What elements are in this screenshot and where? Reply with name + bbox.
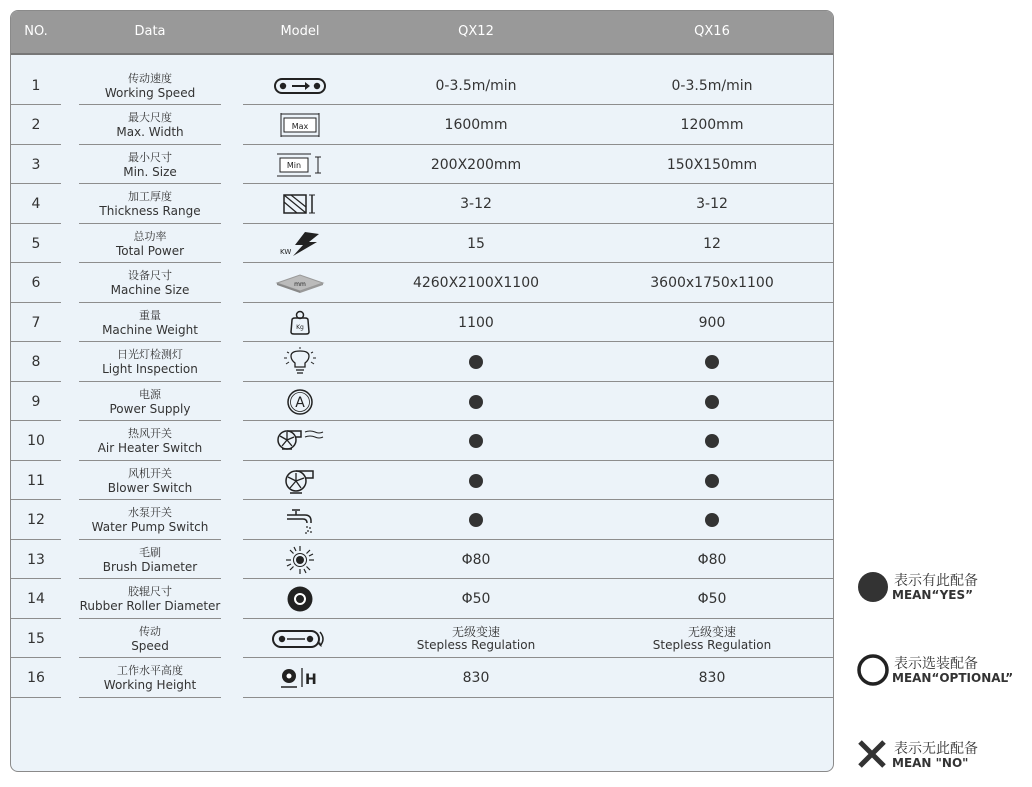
row-number: 1 bbox=[11, 67, 61, 105]
light-bulb-icon bbox=[243, 344, 357, 382]
svg-text:mm: mm bbox=[294, 281, 306, 288]
svg-text:KW: KW bbox=[280, 247, 292, 256]
value-en: Stepless Regulation bbox=[652, 637, 772, 652]
qx16-value bbox=[589, 620, 834, 658]
row-number: 14 bbox=[11, 581, 61, 619]
table-row bbox=[11, 304, 833, 343]
data-label bbox=[79, 660, 221, 698]
data-label-en: Machine Weight bbox=[102, 322, 198, 337]
qx12-value: 0-3.5m/min bbox=[353, 67, 599, 105]
table-row bbox=[11, 660, 833, 699]
table-row bbox=[11, 581, 833, 620]
data-label bbox=[79, 67, 221, 105]
qx16-value: Φ80 bbox=[589, 541, 834, 579]
max-width-icon bbox=[243, 107, 357, 145]
row-number: 5 bbox=[11, 225, 61, 263]
spec-table bbox=[10, 10, 834, 772]
yes-dot-icon bbox=[469, 434, 483, 448]
data-label-zh: 传动速度 bbox=[128, 71, 172, 85]
table-row bbox=[11, 344, 833, 383]
data-label bbox=[79, 186, 221, 224]
cross-icon bbox=[856, 738, 888, 774]
header-data: Data bbox=[134, 24, 166, 39]
qx16-value bbox=[589, 423, 834, 461]
legend-zh: 表示无此配备 bbox=[894, 741, 978, 757]
header-qx12: QX12 bbox=[458, 24, 494, 39]
table-row bbox=[11, 502, 833, 541]
legend-en: MEAN“OPTIONAL” bbox=[892, 671, 1014, 685]
weight-icon bbox=[243, 304, 357, 342]
row-number: 6 bbox=[11, 265, 61, 303]
data-label-zh: 最小尺寸 bbox=[128, 150, 172, 164]
data-label-zh: 胶辊尺寸 bbox=[128, 585, 172, 598]
qx16-value bbox=[589, 344, 834, 382]
yes-dot-icon bbox=[469, 395, 483, 409]
data-label-zh: 工作水平高度 bbox=[117, 664, 183, 677]
data-label-zh: 最大尺度 bbox=[128, 111, 172, 124]
table-row bbox=[11, 67, 833, 106]
data-label-zh: 总功率 bbox=[133, 229, 167, 243]
filled-circle-icon bbox=[856, 570, 890, 608]
data-label-en: Min. Size bbox=[123, 164, 177, 179]
data-label-zh: 加工厚度 bbox=[128, 190, 172, 203]
row-number: 3 bbox=[11, 146, 61, 184]
table-row bbox=[11, 146, 833, 185]
qx12-value bbox=[353, 620, 599, 658]
table-row bbox=[11, 186, 833, 225]
qx12-value bbox=[353, 383, 599, 421]
data-label-en: Machine Size bbox=[110, 283, 190, 297]
header-qx16: QX16 bbox=[694, 24, 730, 39]
conveyor-speed-icon bbox=[243, 67, 357, 105]
svg-text:Max: Max bbox=[291, 122, 309, 131]
data-label bbox=[79, 541, 221, 579]
data-label-zh: 热风开关 bbox=[128, 427, 172, 440]
data-label bbox=[79, 225, 221, 263]
header-model: Model bbox=[280, 24, 320, 39]
data-label-en: Rubber Roller Diameter bbox=[79, 599, 221, 613]
yes-dot-icon bbox=[705, 355, 719, 369]
min-size-icon bbox=[243, 146, 357, 184]
value-zh: 无级变速 bbox=[687, 624, 736, 639]
qx16-value: 900 bbox=[589, 304, 834, 342]
table-row bbox=[11, 225, 833, 264]
data-label-zh: 设备尺寸 bbox=[128, 269, 172, 282]
svg-text:A: A bbox=[295, 394, 305, 411]
row-number: 15 bbox=[11, 620, 61, 658]
row-number: 9 bbox=[11, 383, 61, 421]
table-row bbox=[11, 423, 833, 462]
table-row bbox=[11, 383, 833, 422]
data-label-en: Brush Diameter bbox=[102, 559, 198, 574]
table-row bbox=[11, 541, 833, 580]
data-label bbox=[79, 423, 221, 461]
qx16-value: 1200mm bbox=[589, 107, 834, 145]
svg-text:H: H bbox=[305, 672, 317, 688]
header-no: NO. bbox=[24, 24, 48, 39]
table-row bbox=[11, 265, 833, 304]
yes-dot-icon bbox=[469, 355, 483, 369]
qx12-value: 15 bbox=[353, 225, 599, 263]
row-number: 7 bbox=[11, 304, 61, 342]
row-number: 4 bbox=[11, 186, 61, 224]
blower-icon bbox=[243, 462, 357, 500]
qx16-value bbox=[589, 462, 834, 500]
table-row bbox=[11, 107, 833, 146]
ampere-icon bbox=[243, 383, 357, 421]
qx12-value: 3-12 bbox=[353, 186, 599, 224]
qx16-value: 830 bbox=[589, 660, 834, 698]
qx12-value: 200X200mm bbox=[353, 146, 599, 184]
data-label bbox=[79, 581, 221, 619]
legend-zh: 表示选装配备 bbox=[894, 656, 978, 672]
qx12-value: Φ50 bbox=[353, 581, 599, 619]
belt-drive-icon bbox=[243, 620, 357, 658]
yes-dot-icon bbox=[705, 513, 719, 527]
legend-en: MEAN“YES” bbox=[892, 588, 973, 602]
qx16-value: 150X150mm bbox=[589, 146, 834, 184]
qx12-value: Φ80 bbox=[353, 541, 599, 579]
qx12-value: 4260X2100X1100 bbox=[353, 265, 599, 303]
air-heater-icon bbox=[243, 423, 357, 461]
svg-text:Min: Min bbox=[286, 160, 302, 170]
qx12-value: 830 bbox=[353, 660, 599, 698]
qx16-value: 3600x1750x1100 bbox=[589, 265, 834, 303]
data-label-en: Speed bbox=[131, 638, 169, 653]
row-number: 11 bbox=[11, 462, 61, 500]
data-label bbox=[79, 304, 221, 342]
data-label-en: Total Power bbox=[115, 243, 185, 258]
data-label-zh: 水泵开关 bbox=[128, 506, 172, 519]
data-label-en: Working Height bbox=[103, 678, 197, 692]
water-tap-icon bbox=[243, 502, 357, 540]
data-label bbox=[79, 265, 221, 303]
data-label-en: Max. Width bbox=[116, 125, 184, 139]
data-label-en: Water Pump Switch bbox=[91, 520, 209, 534]
value-en: Stepless Regulation bbox=[416, 637, 536, 652]
data-label-zh: 电源 bbox=[139, 387, 161, 401]
yes-dot-icon bbox=[705, 395, 719, 409]
data-label-zh: 毛刷 bbox=[139, 545, 161, 559]
row-number: 8 bbox=[11, 344, 61, 382]
qx16-value: 0-3.5m/min bbox=[589, 67, 834, 105]
row-number: 13 bbox=[11, 541, 61, 579]
qx16-value: 3-12 bbox=[589, 186, 834, 224]
data-label bbox=[79, 462, 221, 500]
brush-icon bbox=[243, 541, 357, 579]
qx16-value bbox=[589, 383, 834, 421]
data-label bbox=[79, 383, 221, 421]
qx12-value bbox=[353, 344, 599, 382]
legend-zh: 表示有此配备 bbox=[894, 573, 978, 589]
row-number: 2 bbox=[11, 107, 61, 145]
qx12-value: 1600mm bbox=[353, 107, 599, 145]
row-number: 12 bbox=[11, 502, 61, 540]
qx12-value bbox=[353, 462, 599, 500]
table-header bbox=[11, 11, 833, 55]
data-label-en: Light Inspection bbox=[102, 362, 198, 376]
qx12-value: 1100 bbox=[353, 304, 599, 342]
power-bolt-icon bbox=[243, 225, 357, 263]
table-row bbox=[11, 462, 833, 501]
qx16-value bbox=[589, 502, 834, 540]
row-number: 16 bbox=[11, 660, 61, 698]
data-label-en: Thickness Range bbox=[99, 204, 201, 218]
data-label bbox=[79, 146, 221, 184]
data-label-en: Working Speed bbox=[104, 85, 196, 100]
data-label-en: Air Heater Switch bbox=[97, 441, 203, 455]
data-label bbox=[79, 107, 221, 145]
yes-dot-icon bbox=[705, 434, 719, 448]
value-zh: 无级变速 bbox=[451, 624, 500, 639]
data-label bbox=[79, 620, 221, 658]
qx12-value bbox=[353, 423, 599, 461]
qx16-value: Φ50 bbox=[589, 581, 834, 619]
legend-en: MEAN "NO" bbox=[892, 756, 969, 770]
qx16-value: 12 bbox=[589, 225, 834, 263]
thickness-icon bbox=[243, 186, 357, 224]
roller-icon bbox=[243, 581, 357, 619]
data-label-en: Blower Switch bbox=[107, 480, 193, 495]
data-label bbox=[79, 344, 221, 382]
data-label-en: Power Supply bbox=[109, 401, 191, 416]
machine-size-icon bbox=[243, 265, 357, 303]
yes-dot-icon bbox=[705, 474, 719, 488]
row-number: 10 bbox=[11, 423, 61, 461]
svg-text:Kg: Kg bbox=[296, 323, 304, 331]
data-label bbox=[79, 502, 221, 540]
table-row bbox=[11, 620, 833, 659]
data-label-zh: 传动 bbox=[139, 624, 161, 638]
qx12-value bbox=[353, 502, 599, 540]
data-label-zh: 风机开关 bbox=[128, 466, 172, 480]
data-label-zh: 重量 bbox=[139, 308, 161, 322]
open-circle-icon bbox=[856, 653, 890, 691]
data-label-zh: 日光灯检测灯 bbox=[117, 348, 183, 361]
yes-dot-icon bbox=[469, 474, 483, 488]
yes-dot-icon bbox=[469, 513, 483, 527]
working-height-icon bbox=[243, 660, 357, 698]
